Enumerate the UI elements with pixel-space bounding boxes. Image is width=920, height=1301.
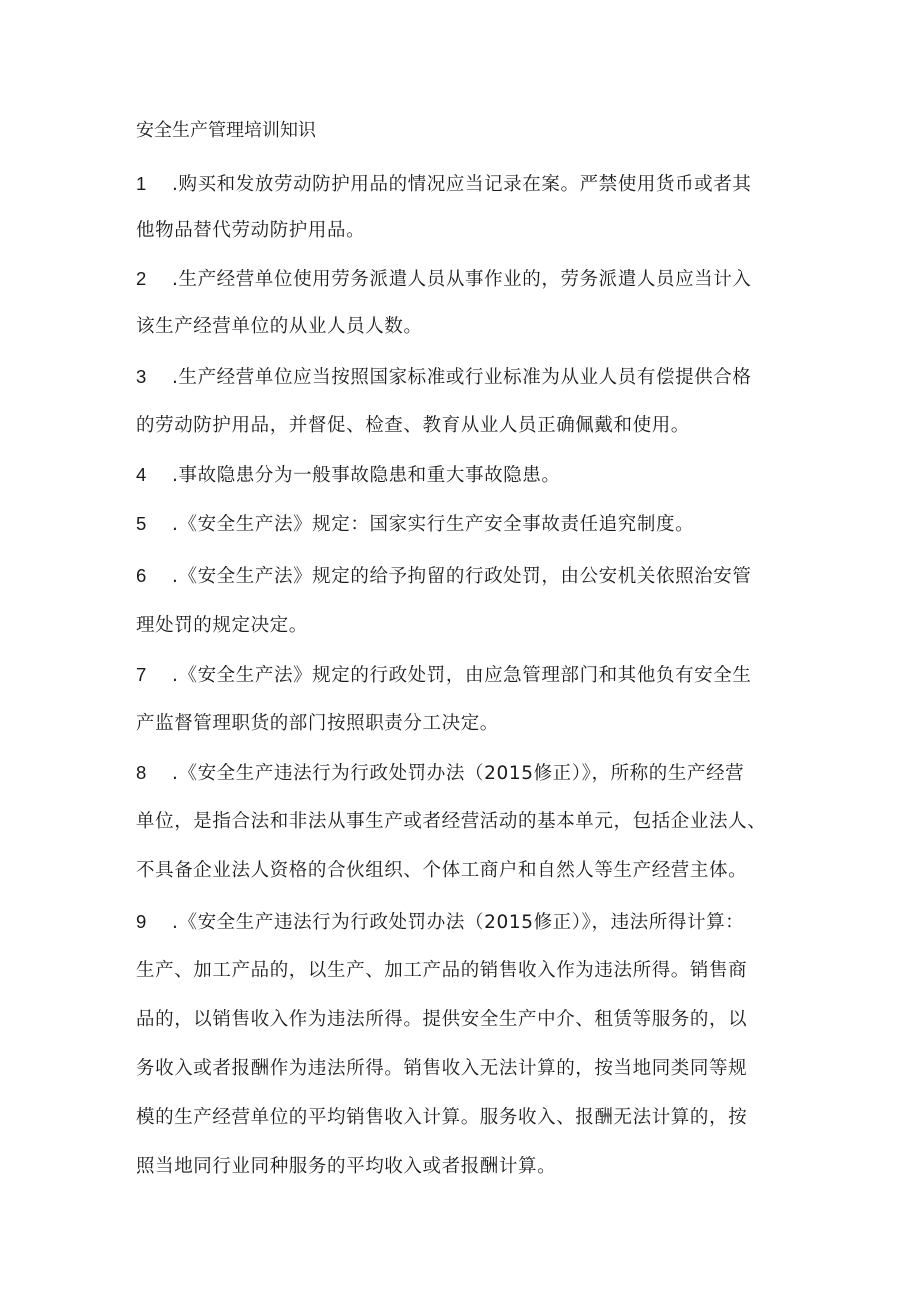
- item-7-line-2: 产监督管理职货的部门按照职责分工决定。: [136, 713, 499, 734]
- item-number: 5: [136, 513, 147, 534]
- item-3-line-2: 的劳动防护用品，并督促、检查、教育从业人员正确佩戴和使用。: [136, 415, 690, 436]
- item-number: 6: [136, 565, 147, 586]
- item-7-line-1: [136, 663, 751, 688]
- item-number: 1: [136, 173, 147, 194]
- item-2-line-2: 该生产经营单位的从业人员人数。: [136, 316, 423, 337]
- item-number: 2: [136, 268, 147, 289]
- item-text: .《安全生产法》规定：国家实行生产安全事故责任追究制度。: [172, 514, 695, 535]
- item-1-line-1: [136, 172, 751, 197]
- document-title: 安全生产管理培训知识: [136, 120, 316, 141]
- item-9-line-6: 照当地同行业同种服务的平均收入或者报酬计算。: [136, 1156, 557, 1177]
- item-5-line-1: [136, 512, 694, 537]
- item-8-line-1: [136, 761, 744, 786]
- item-9-line-2: 生产、加工产品的，以生产、加工产品的销售收入作为违法所得。销售商: [136, 960, 748, 981]
- item-number: 9: [136, 911, 147, 932]
- item-text: .《安全生产法》规定的行政处罚，由应急管理部门和其他负有安全生: [172, 665, 752, 686]
- item-4-line-1: [136, 463, 560, 488]
- item-3-line-1: [136, 365, 751, 390]
- item-text: .生产经营单位使用劳务派遣人员从事作业的，劳务派遣人员应当计入: [172, 269, 752, 290]
- item-text: .购买和发放劳动防护用品的情况应当记录在案。严禁使用货币或者其: [172, 174, 752, 195]
- item-text: .《安全生产违法行为行政处罚办法（2015修正）》，违法所得计算：: [172, 912, 745, 933]
- item-text: .《安全生产违法行为行政处罚办法（2015修正）》，所称的生产经营: [172, 763, 745, 784]
- item-6-line-1: [136, 564, 751, 589]
- item-9-line-3: 品的，以销售收入作为违法所得。提供安全生产中介、租赁等服务的，以: [136, 1009, 748, 1030]
- item-1-line-2: 他物品替代劳动防护用品。: [136, 220, 366, 241]
- item-9-line-1: [136, 910, 744, 935]
- item-2-line-1: [136, 267, 751, 292]
- item-number: 4: [136, 464, 147, 485]
- item-text: .生产经营单位应当按照国家标准或行业标准为从业人员有偿提供合格: [172, 367, 752, 388]
- item-number: 8: [136, 762, 147, 783]
- item-8-line-2: 单位，是指合法和非法从事生产或者经营活动的基本单元，包括企业法人、: [136, 811, 767, 832]
- item-number: 7: [136, 664, 147, 685]
- item-number: 3: [136, 366, 147, 387]
- item-text: .《安全生产法》规定的给予拘留的行政处罚，由公安机关依照治安管: [172, 566, 752, 587]
- item-6-line-2: 理处罚的规定决定。: [136, 615, 308, 636]
- item-text: .事故隐患分为一般事故隐患和重大事故隐患。: [172, 465, 561, 486]
- item-9-line-5: 模的生产经营单位的平均销售收入计算。服务收入、报酬无法计算的，按: [136, 1107, 748, 1128]
- item-9-line-4: 务收入或者报酬作为违法所得。销售收入无法计算的，按当地同类同等规: [136, 1058, 748, 1079]
- item-8-line-3: 不具备企业法人资格的合伙组织、个体工商户和自然人等生产经营主体。: [136, 860, 748, 881]
